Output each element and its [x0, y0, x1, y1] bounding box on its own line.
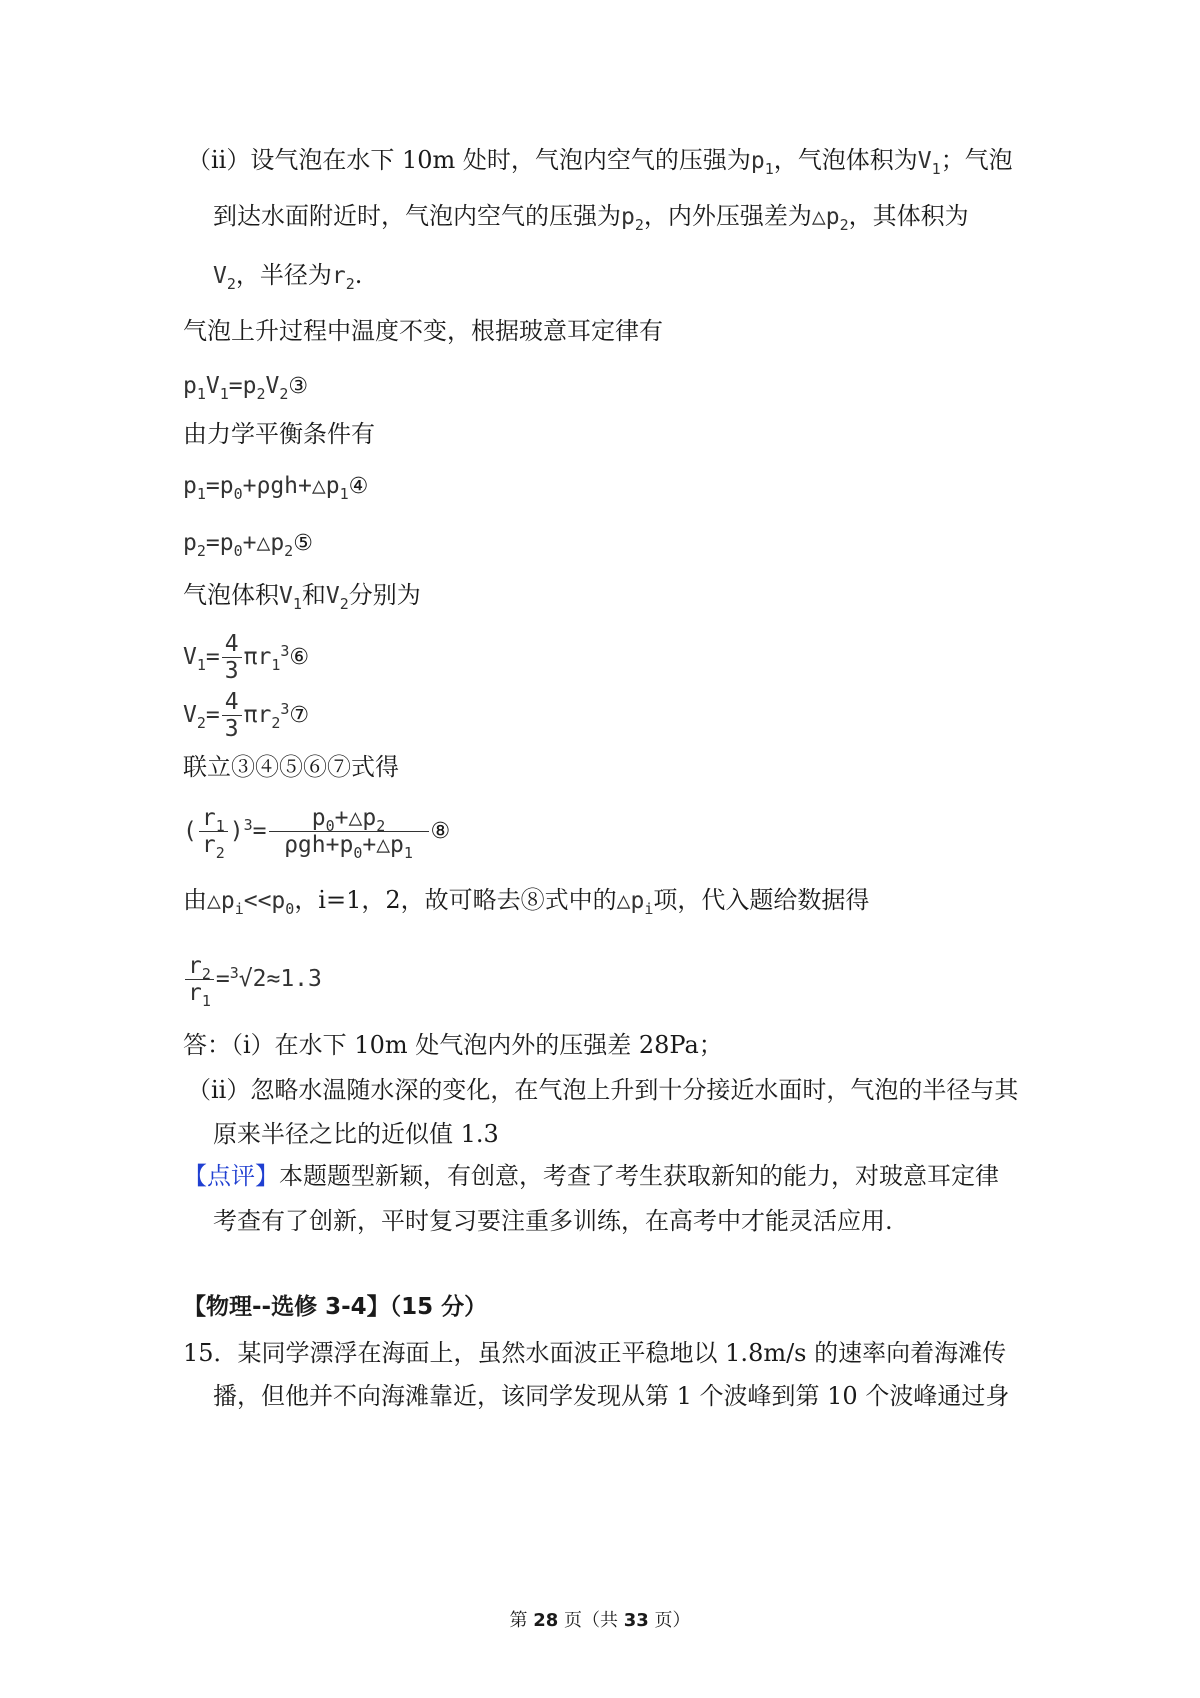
symbol-p2: $p_2$: [621, 204, 644, 234]
intro-line-2: [213, 199, 969, 234]
answer-line-1: 答：（i）在水下 10m 处气泡内外的压强差 28Pa；: [183, 1031, 723, 1059]
result-value: ≈1.3: [266, 966, 322, 992]
intro-line-3: [213, 258, 362, 293]
volumes-line: 气泡体积$V_1$和$V_2$分别为: [183, 581, 421, 613]
question-15-line-2: 播，但他并不向海滩靠近，该同学发现从第 1 个波峰到第 10 个波峰通过身: [213, 1382, 1010, 1410]
intro-text: ，其体积为: [848, 202, 969, 230]
footer-text: 页（共: [558, 1610, 624, 1631]
symbol-p1: $p_1$: [750, 148, 774, 178]
comment-line-2: 考查有了创新，平时复习要注重多训练，在高考中才能灵活应用.: [213, 1207, 893, 1235]
approx-text: 项，代入题给数据得: [653, 886, 870, 914]
equation-3: $p_1V_1=p_2V_2③$: [183, 373, 309, 403]
equation-4: $p_1=p_0+\rho gh+\triangle p_1④$: [183, 473, 369, 503]
intro-text: ，气泡体积为: [773, 146, 918, 174]
result-equation: $\frac{r_2}{r_1}$ =$^3$√2≈1.3: [183, 950, 322, 1007]
equation-8: ( $\frac{r_1}{r_2}$ )$^3$= $\frac{p_0+\triangle p_2}{\rho gh+p_0+\triangle p_1}$ ⑧: [183, 805, 451, 862]
intro-text: ，内外压强差为: [643, 202, 812, 230]
answer-line-3: 原来半径之比的近似值 1.3: [213, 1120, 499, 1148]
equation-number: ④: [348, 474, 369, 499]
approx-text: ，i=1，2，故可略去⑧式中的: [294, 886, 617, 914]
equation-number: ⑥: [289, 645, 310, 670]
volumes-text: 分别为: [348, 581, 421, 609]
total-pages: 33: [623, 1610, 649, 1631]
intro-text: .: [354, 261, 363, 289]
approx-text: 由: [183, 886, 207, 914]
intro-text: 到达水面附近时，气泡内空气的压强为: [213, 202, 621, 230]
answer-line-2: （ii）忽略水温随水深的变化，在气泡上升到十分接近水面时，气泡的半径与其: [187, 1076, 1019, 1104]
page-footer: [0, 1606, 1200, 1632]
symbol-v1: $V_1$: [917, 148, 941, 178]
equation-6: $V_1=$ $\frac{4}{3}$ $\pi r_1^3⑥$: [183, 631, 310, 684]
comment-tag: 【点评】: [183, 1162, 279, 1190]
footer-text: 页）: [648, 1610, 691, 1631]
equation-number: ⑦: [289, 703, 310, 728]
footer-text: 第: [509, 1610, 534, 1631]
volumes-text: 和: [301, 581, 326, 609]
intro-line-1: [187, 143, 1013, 178]
equation-5: $p_2=p_0+\triangle p_2⑤$: [183, 530, 313, 560]
symbol-delta-p2: $\triangle p_2$: [811, 204, 849, 234]
combine-line: 联立③④⑤⑥⑦式得: [183, 753, 399, 781]
comment-line-1: [183, 1159, 999, 1193]
section-heading: 【物理--选修 3-4】（15 分）: [183, 1294, 488, 1320]
symbol-r2: $r_2$: [331, 263, 355, 293]
equilibrium-line: 由力学平衡条件有: [183, 420, 375, 448]
equation-number: ⑤: [293, 531, 313, 556]
question-15-line-1: 15．某同学漂浮在海面上，虽然水面波正平稳地以 1.8m/s 的速率向着海滩传: [183, 1339, 1007, 1367]
intro-text: ；气泡: [940, 146, 1013, 174]
comment-text: 本题题型新颖，有创意，考查了考生获取新知的能力，对玻意耳定律: [279, 1162, 999, 1190]
intro-text: ，半径为: [235, 261, 332, 289]
page-number: 28: [533, 1610, 559, 1631]
intro-text: （ii）设气泡在水下 10m 处时，气泡内空气的压强为: [187, 146, 751, 174]
symbol-v2: $V_2$: [213, 263, 236, 293]
isothermal-line: 气泡上升过程中温度不变，根据玻意耳定律有: [183, 317, 663, 345]
equation-7: $V_2=$ $\frac{4}{3}$ $\pi r_2^3⑦$: [183, 689, 310, 742]
approximation-line: 由$\triangle p_i<<p_0$，i=1，2，故可略去⑧式中的$\triangle p_i$项，代入题给数据得: [183, 886, 870, 918]
equation-number: ⑧: [430, 819, 451, 844]
equation-number: ③: [288, 374, 309, 399]
volumes-text: 气泡体积: [183, 581, 279, 609]
